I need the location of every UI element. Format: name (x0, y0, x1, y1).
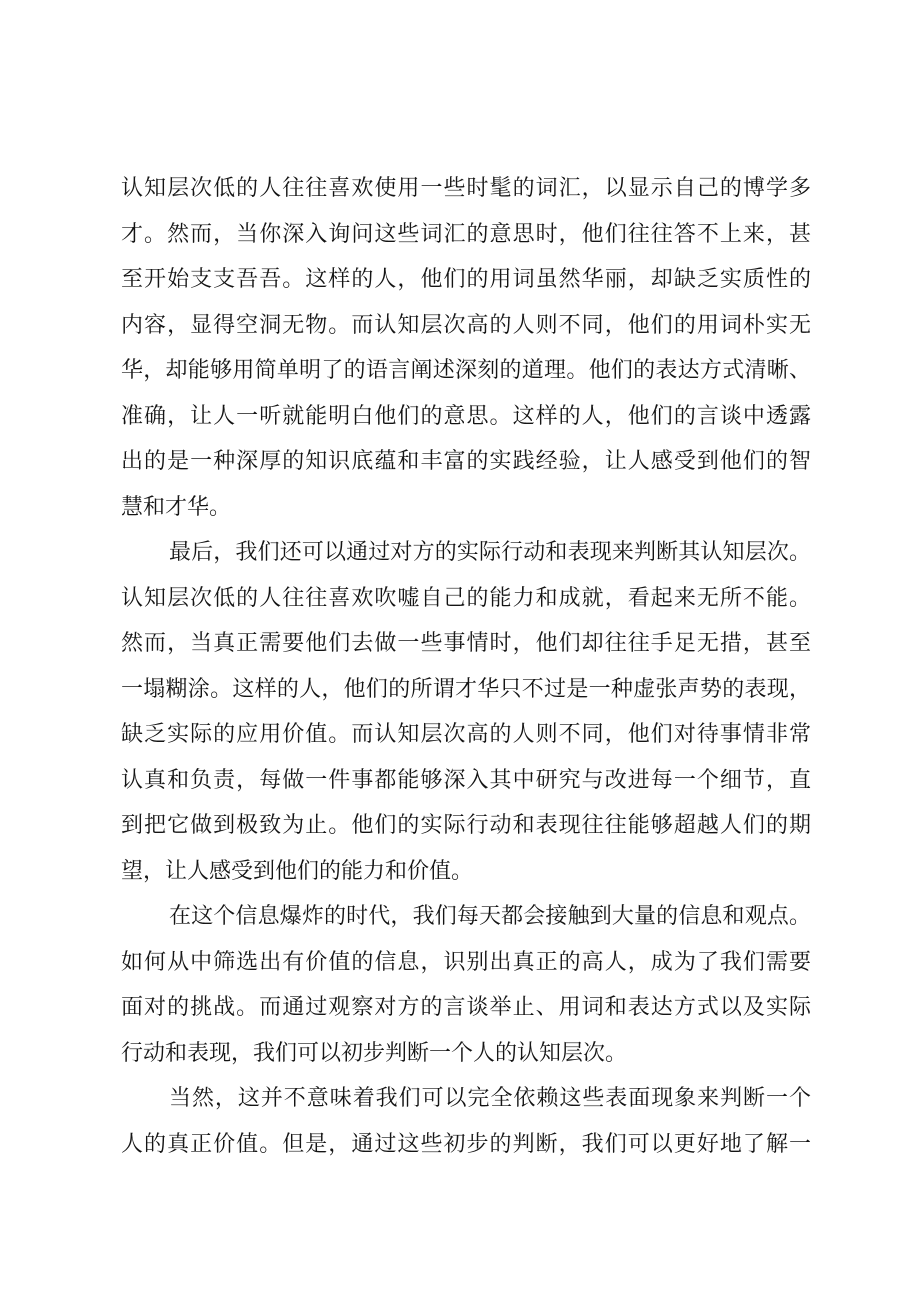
paragraph-line: 慧和才华。 (121, 494, 232, 520)
paragraph-line: 准确，让人一听就能明白他们的意思。这样的人，他们的言谈中透露 (121, 403, 811, 429)
paragraph-line: 行动和表现，我们可以初步判断一个人的认知层次。 (121, 1040, 628, 1066)
paragraph-1 (121, 166, 811, 530)
paragraph-4 (121, 1076, 811, 1167)
paragraph-line: 认真和负责，每做一件事都能够深入其中研究与改进每一个细节，直 (121, 767, 811, 793)
paragraph-3 (121, 894, 811, 1076)
paragraph-2 (121, 530, 811, 894)
paragraph-line: 内容，显得空洞无物。而认知层次高的人则不同，他们的用词朴实无 (121, 312, 811, 338)
paragraph-line: 如何从中筛选出有价值的信息，识别出真正的高人，成为了我们需要 (121, 949, 811, 975)
paragraph-line: 至开始支支吾吾。这样的人，他们的用词虽然华丽，却缺乏实质性的 (121, 267, 811, 292)
paragraph-line: 才。然而，当你深入询问这些词汇的意思时，他们往往答不上来，甚 (121, 221, 811, 247)
paragraph-line: 面对的挑战。而通过观察对方的言谈举止、用词和表达方式以及实际 (121, 995, 811, 1020)
paragraph-line: 然而，当真正需要他们去做一些事情时，他们却往往手足无措，甚至 (121, 631, 811, 656)
paragraph-line: 到把它做到极致为止。他们的实际行动和表现往往能够超越人们的期 (121, 813, 811, 838)
paragraph-line: 华，却能够用简单明了的语言阐述深刻的道理。他们的表达方式清晰、 (121, 358, 811, 383)
paragraph-line: 出的是一种深厚的知识底蕴和丰富的实践经验，让人感受到他们的智 (121, 449, 811, 474)
paragraph-line: 认知层次低的人往往喜欢吹嘘自己的能力和成就，看起来无所不能。 (121, 585, 811, 611)
paragraph-line: 最后，我们还可以通过对方的实际行动和表现来判断其认知层次。 (169, 540, 811, 565)
paragraph-line: 望，让人感受到他们的能力和价值。 (121, 858, 474, 884)
paragraph-line: 人的真正价值。但是，通过这些初步的判断，我们可以更好地了解一 (121, 1131, 811, 1157)
paragraph-line: 一塌糊涂。这样的人，他们的所谓才华只不过是一种虚张声势的表现， (121, 676, 811, 702)
paragraph-line: 在这个信息爆炸的时代，我们每天都会接触到大量的信息和观点。 (169, 904, 811, 929)
paragraph-line: 认知层次低的人往往喜欢使用一些时髦的词汇，以显示自己的博学多 (121, 176, 811, 201)
document-body (121, 166, 811, 1167)
paragraph-line: 当然，这并不意味着我们可以完全依赖这些表面现象来判断一个 (169, 1086, 811, 1111)
paragraph-line: 缺乏实际的应用价值。而认知层次高的人则不同，他们对待事情非常 (121, 722, 811, 747)
